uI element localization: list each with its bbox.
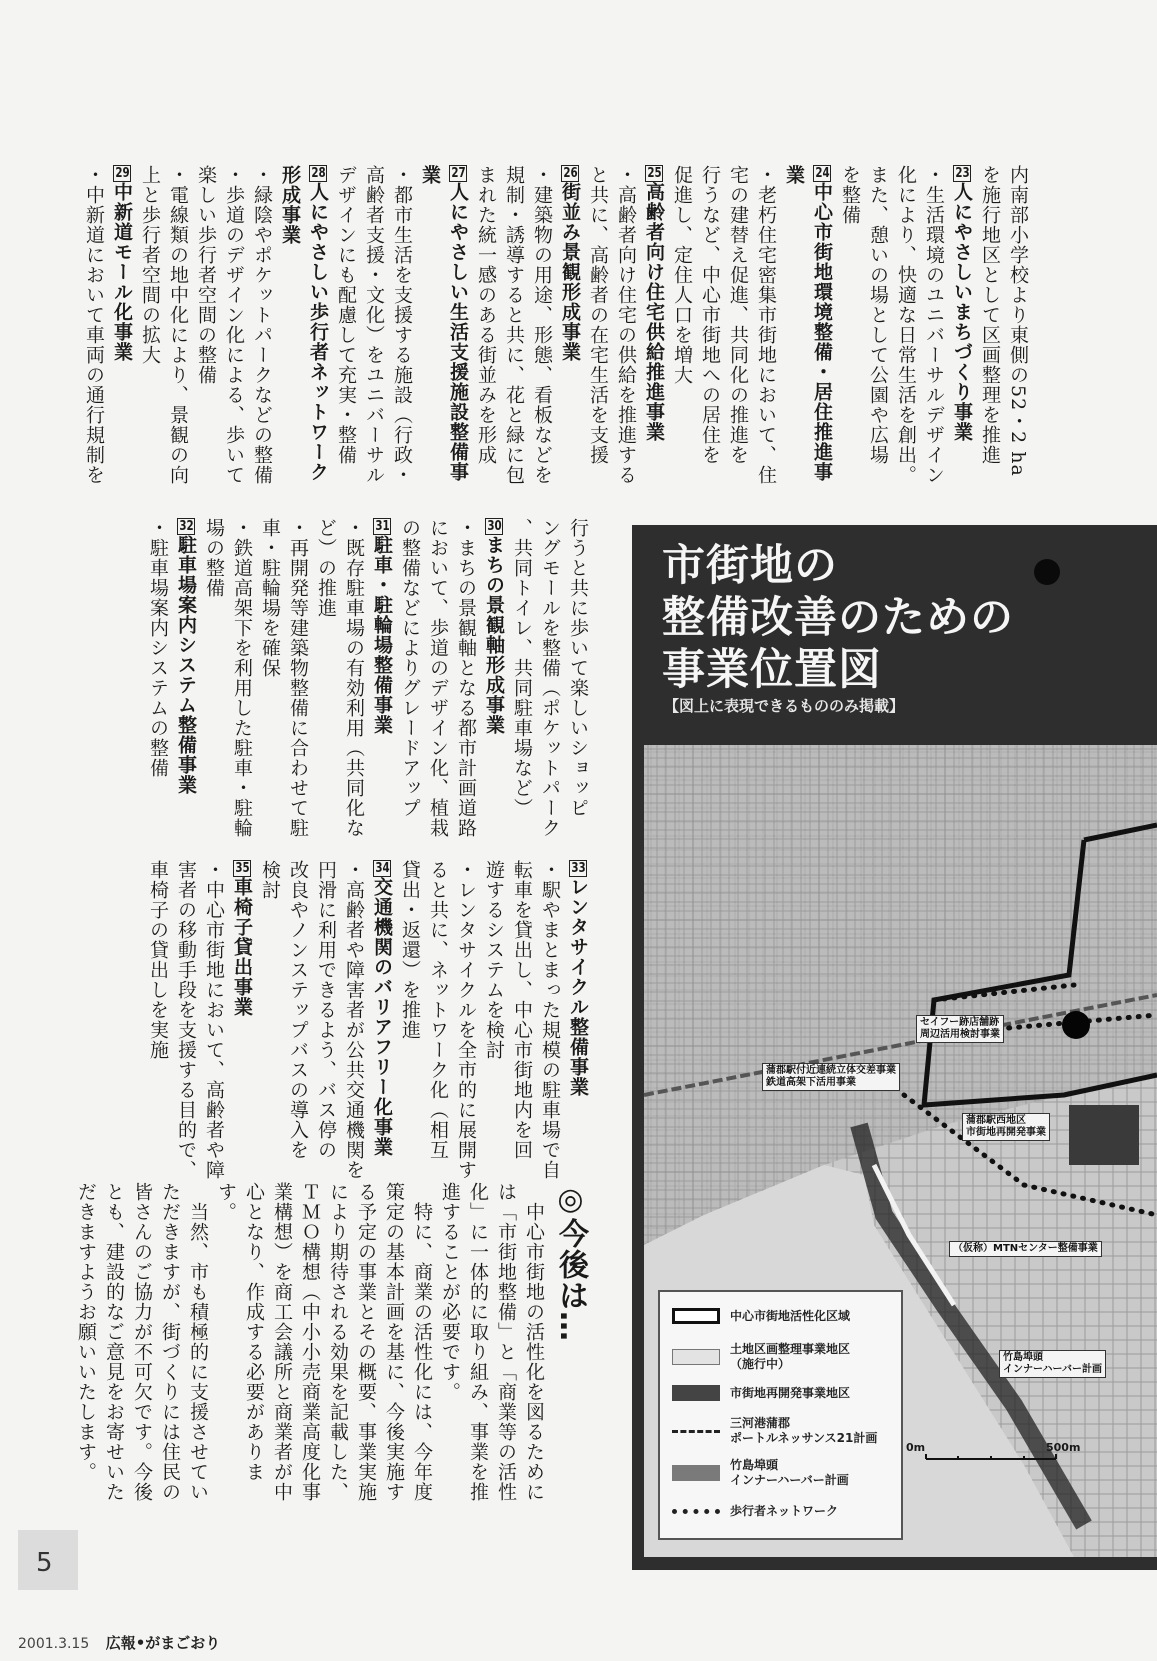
project-title: 交通機関のバリアフリー化事業 <box>371 877 393 1157</box>
project-title: 高齢者向け住宅供給推進事業 <box>643 182 665 442</box>
body-text-line: 行うと共に歩いて楽しいショッピ <box>567 518 589 818</box>
project-title: 車椅子貸出事業 <box>231 877 253 1017</box>
body-text-line: また、憩いの場として公園や広場 <box>867 165 889 465</box>
project-title: 駐車・駐輪場整備事業 <box>371 535 393 735</box>
legend-item-land-readjustment: 土地区画整理事業地区 （施行中） <box>672 1342 850 1372</box>
legend-item-redevelopment: 市街地再開発事業地区 <box>672 1385 850 1401</box>
map-title-line-1: 市街地の <box>662 541 838 591</box>
body-text-line: デザインにも配慮して充実・整備 <box>335 165 357 465</box>
project-title: 中心市街地環境整備・居住推進事業 <box>783 165 833 482</box>
text-block-projects-23-29 <box>83 165 1032 495</box>
map-title-line-3: 事業位置図 <box>662 645 882 695</box>
project-number: 33 <box>569 860 587 877</box>
body-text-line: ・既存駐車場の有効利用（共同化な <box>343 518 365 838</box>
body-text-line: 内南部小学校より東側の52・2 ha <box>1007 165 1029 477</box>
body-text-line: の整備などによりグレードアップ <box>399 518 421 818</box>
legend-item-port-renaissance: 三河港蒲郡 ポートルネッサンス21計画 <box>672 1416 877 1446</box>
body-text-line: 化により、快適な日常生活を創出。 <box>895 165 917 485</box>
text-block-future-outlook <box>75 1182 592 1502</box>
body-text-line: 円滑に利用できるよう、バス停の <box>315 860 337 1160</box>
map-title-line-2: 整備改善のための <box>662 593 1014 643</box>
map-label-mtn-center: （仮称）MTNセンター整備事業 <box>949 1241 1102 1257</box>
project-title: 街並み景観形成事業 <box>559 182 581 362</box>
project-title: 人にやさしい生活支援施設整備事業 <box>419 165 469 482</box>
body-text-line: ・建築物の用途、形態、看板などを <box>531 165 553 485</box>
body-text-line: ングモールを整備（ポケットパーク <box>539 518 561 838</box>
legend-swatch-light <box>672 1349 720 1365</box>
body-text-line: 皆さんのご協力が不可欠です。今後 <box>131 1182 153 1502</box>
body-text-line: 高齢者支援・文化）をユニバーサル <box>363 165 385 485</box>
body-text-line: ・駐車場案内システムの整備 <box>147 518 169 778</box>
body-text-line: 、共同トイレ、共同駐車場など） <box>511 518 533 818</box>
page-number: 5 <box>36 1548 53 1578</box>
body-text-line: において、歩道のデザイン化、植栽 <box>427 518 449 838</box>
project-title: 駐車場案内システム整備事業 <box>175 535 197 795</box>
body-text-line: 心となり、作成する必要があります。 <box>215 1182 265 1482</box>
body-text-line: 行うなど、中心市街地への居住を <box>699 165 721 465</box>
text-block-projects-33-35 <box>142 860 592 1190</box>
project-heading <box>228 860 256 1190</box>
project-number: 24 <box>813 165 831 182</box>
body-text-line: 宅の建替え促進、共同化の推進を <box>727 165 749 465</box>
body-text-line: ・鉄道高架下を利用した駐車・駐輪 <box>231 518 253 838</box>
body-text-line: ・緑陰やポケットパークなどの整備 <box>251 165 273 485</box>
body-text-line: とも、建設的なご意見をお寄せいた <box>103 1182 125 1502</box>
project-number: 31 <box>373 518 391 535</box>
body-text-line: ・中心市街地において、高齢者や障 <box>203 860 225 1180</box>
scale-end-label: 500m <box>1046 1441 1081 1454</box>
body-text-line: を整備 <box>839 165 861 225</box>
project-heading <box>480 518 508 848</box>
project-heading-continued: 形成事業 <box>279 165 301 245</box>
project-location-map-panel <box>632 525 1157 1570</box>
body-text-line: ると共に、ネットワーク化（相互 <box>427 860 449 1160</box>
map-image <box>644 745 1157 1557</box>
project-title: まちの景観軸形成事業 <box>483 535 505 735</box>
body-text-line: ・駅やまとまった規模の駐車場で自 <box>539 860 561 1180</box>
scale-start-label: 0m <box>906 1441 926 1454</box>
body-text-line: る予定の事業とその概要、事業実施 <box>355 1182 377 1502</box>
body-text-line: 車椅子の貸出しを実施 <box>147 860 169 1060</box>
body-text-line: 貸出・返還）を推進 <box>399 860 421 1040</box>
body-text-line: 業構想）を商工会議所と商業者が中 <box>271 1182 293 1502</box>
project-number: 23 <box>953 165 971 182</box>
body-text-line: 害者の移動手段を支援する目的で、 <box>175 860 197 1180</box>
text-block-projects-29-32 <box>142 518 592 848</box>
body-text-line: 楽しい歩行者空間の整備 <box>195 165 217 385</box>
project-number: 27 <box>449 165 467 182</box>
project-number: 30 <box>485 518 503 535</box>
body-text-line: 化」に一体的に取り組み、事業を推 <box>467 1182 489 1502</box>
body-text-line: ・再開発等建築物整備に合わせて駐 <box>287 518 309 838</box>
project-number: 34 <box>373 860 391 877</box>
project-heading <box>780 165 836 495</box>
map-subtitle: 【図上に表現できるもののみ掲載】 <box>664 697 905 715</box>
body-text-line: ・まちの景観軸となる都市計画道路 <box>455 518 477 838</box>
legend-swatch-mid <box>672 1465 720 1481</box>
map-title <box>662 540 1082 696</box>
body-text-line: と共に、高齢者の在宅生活を支援 <box>587 165 609 465</box>
body-text-line: ・中新道において車両の通行規制を <box>83 165 105 485</box>
body-text-line: 策定の基本計画を基に、今後実施す <box>383 1182 405 1502</box>
legend-item-central-area: 中心市街地活性化区域 <box>672 1308 850 1324</box>
body-text-line: 当然、市も積極的に支援させてい <box>187 1182 209 1502</box>
body-text-line: ・レンタサイクルを全市的に展開す <box>455 860 477 1180</box>
body-text-line: ・生活環境のユニバーサルデザイン <box>923 165 945 485</box>
project-heading <box>564 860 592 1190</box>
project-number: 25 <box>645 165 663 182</box>
body-text-line: は「市街地整備」と「商業等の活性 <box>495 1182 517 1502</box>
project-heading <box>556 165 584 495</box>
body-text-line: 車・駐輪場を確保 <box>259 518 281 678</box>
project-number: 35 <box>233 860 251 877</box>
project-number: 26 <box>561 165 579 182</box>
body-text-line: により期待される効果を記載した、 <box>327 1182 349 1502</box>
magazine-name: 広報•がまごおり <box>105 1634 221 1652</box>
project-heading <box>948 165 976 495</box>
body-text-line: ただきますが、街づくりには住民の <box>159 1182 181 1502</box>
project-heading <box>304 165 332 495</box>
map-scale-bar <box>906 1441 1081 1465</box>
punch-hole-upper <box>1034 559 1060 585</box>
body-text-line: ・高齢者向け住宅の供給を推進する <box>615 165 637 485</box>
map-legend <box>658 1290 903 1540</box>
project-number: 29 <box>113 165 131 182</box>
legend-swatch-dots <box>672 1509 720 1514</box>
body-text-line: ・歩道のデザイン化による、歩いて <box>223 165 245 485</box>
project-title: 中新道モール化事業 <box>111 182 133 362</box>
project-number: 32 <box>177 518 195 535</box>
body-text-line: 規制・誘導すると共に、花と緑に包 <box>503 165 525 485</box>
body-text-line: ＴＭＯ構想（中小小売商業高度化事 <box>299 1182 321 1502</box>
project-number: 28 <box>309 165 327 182</box>
body-text-line: まれた統一感のある街並みを形成 <box>475 165 497 465</box>
project-title: 人にやさしいまちづくり事業 <box>951 182 973 442</box>
body-text-line: 進することが必要です。 <box>439 1182 461 1402</box>
project-heading <box>108 165 136 495</box>
body-text-line: 遊するシステムを検討 <box>483 860 505 1060</box>
body-text-line: 改良やノンステップバスの導入を <box>287 860 309 1160</box>
body-text-line: ・電線類の地中化により、景観の向 <box>167 165 189 485</box>
project-heading <box>416 165 472 495</box>
legend-swatch-dashed <box>672 1430 720 1433</box>
project-heading <box>368 860 396 1190</box>
body-text-line: 転車を貸出し、中心市街地内を回 <box>511 860 533 1160</box>
page-footer <box>18 1632 220 1653</box>
project-title: 人にやさしい歩行者ネットワーク <box>307 182 329 482</box>
project-heading <box>640 165 668 495</box>
project-heading <box>172 518 200 848</box>
legend-item-pedestrian-network: 歩行者ネットワーク <box>672 1504 838 1519</box>
issue-date: 2001.3.15 <box>18 1636 90 1652</box>
body-text-line: 中心市街地の活性化を図るために <box>523 1182 545 1502</box>
page-number-box <box>18 1530 78 1590</box>
body-text-line: 場の整備 <box>203 518 225 598</box>
body-text-line: ・都市生活を支援する施設（行政・ <box>391 165 413 485</box>
body-text-line: を施行地区として区画整理を推進 <box>979 165 1001 465</box>
body-text-line: 促進し、定住人口を増大 <box>671 165 693 385</box>
map-label-seifu: セイフー跡店舗跡 周辺活用検討事業 <box>916 1015 1004 1043</box>
legend-swatch-dark <box>672 1385 720 1401</box>
map-label-takeshima: 竹島埠頭 インナーハーバー計画 <box>999 1350 1106 1378</box>
body-text-line: 上と歩行者空間の拡大 <box>139 165 161 365</box>
map-label-gamagori-station: 蒲郡駅付近連続立体交差事業 鉄道高架下活用事業 <box>762 1063 900 1091</box>
body-text-line: ・老朽住宅密集市街地において、住 <box>755 165 777 485</box>
body-text-line: だきますようお願いいたします。 <box>75 1182 97 1482</box>
body-text-line: ・高齢者や障害者が公共交通機関を <box>343 860 365 1180</box>
project-heading <box>368 518 396 848</box>
body-text-line: ど）の推進 <box>315 518 337 618</box>
legend-swatch-outline <box>672 1308 720 1324</box>
body-text-line: 検討 <box>259 860 281 900</box>
future-outlook-heading: ◎今後は… <box>553 1182 588 1342</box>
map-label-west-district: 蒲郡駅西地区 市街地再開発事業 <box>962 1113 1050 1141</box>
project-title: レンタサイクル整備事業 <box>567 877 589 1097</box>
body-text-line: 特に、商業の活性化には、今年度 <box>411 1182 433 1502</box>
legend-item-inner-harbor: 竹島埠頭 インナーハーバー計画 <box>672 1458 849 1488</box>
